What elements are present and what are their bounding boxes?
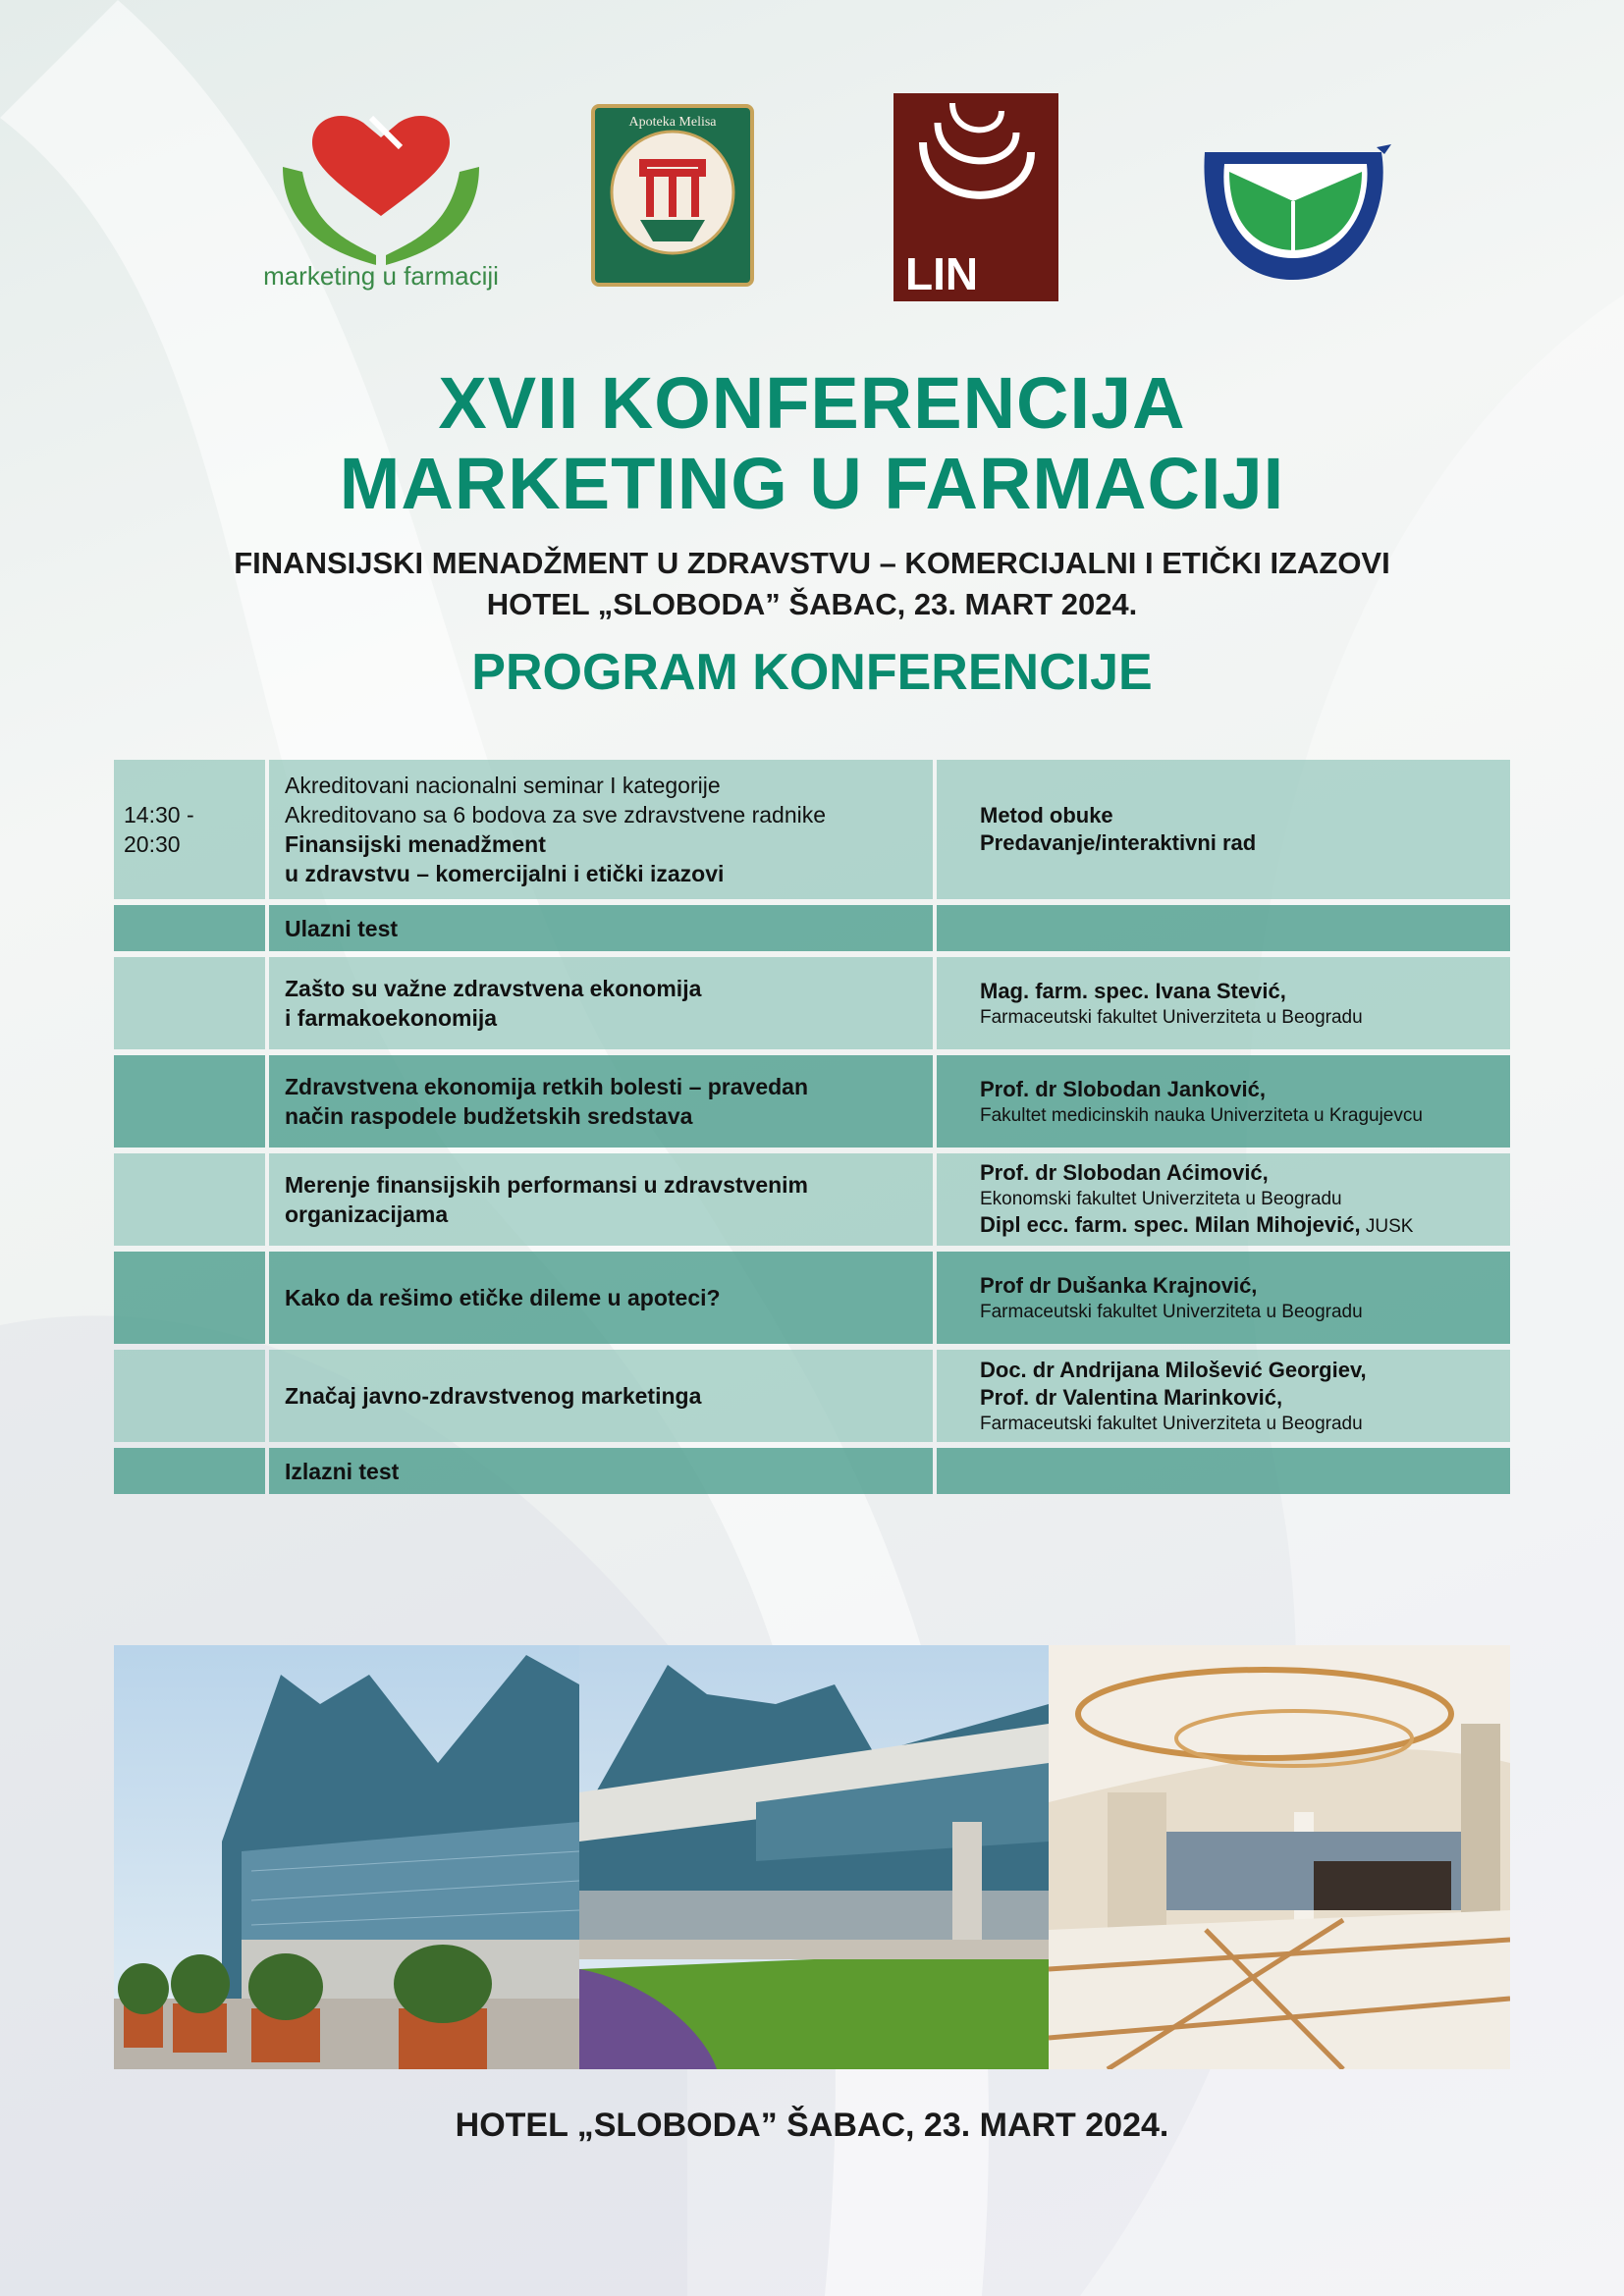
time-cell: 14:30 - 20:30 (114, 760, 265, 899)
table-row (114, 760, 1510, 899)
speaker-cell (937, 1055, 1510, 1148)
exit-test: Izlazni test (269, 1448, 933, 1494)
apoteka-melisa-logo (591, 104, 754, 287)
speaker-cell (937, 1448, 1510, 1494)
topic-cell (269, 957, 933, 1049)
method-label: Metod obuke (980, 803, 1113, 828)
marketing-caption: marketing u farmaciji (263, 261, 499, 291)
intro-line-3: Finansijski menadžment (285, 831, 546, 857)
speaker-name-2-text: Dipl ecc. farm. spec. Milan Mihojević, (980, 1211, 1361, 1237)
topic-cell (269, 1350, 933, 1442)
method-cell (937, 760, 1510, 899)
method-value: Predavanje/interaktivni rad (980, 830, 1257, 855)
table-row (114, 1350, 1510, 1442)
table-row (114, 1252, 1510, 1344)
venue-date: HOTEL „SLOBODA” ŠABAC, 23. MART 2024. (486, 587, 1138, 621)
apoteka-text: Apoteka Melisa (628, 115, 717, 130)
speaker-affiliation: Fakultet medicinskih nauka Univerziteta u Kragujevcu (980, 1104, 1423, 1126)
entry-test: Ulazni test (269, 905, 933, 951)
topic-line: Zašto su važne zdravstvena ekonomija (285, 976, 702, 1001)
hotel-lobby-photo (1049, 1645, 1510, 2069)
schedule-table (114, 760, 1510, 1500)
speaker-cell (937, 1350, 1510, 1442)
hotel-exterior-photo-2 (579, 1645, 1049, 2069)
lin-text: LIN (905, 248, 979, 299)
table-row (114, 1055, 1510, 1148)
speaker-name-2-suffix: JUSK (1360, 1215, 1414, 1237)
table-row (114, 905, 1510, 951)
hotel-exterior-photo-1 (114, 1645, 579, 2069)
program-title: PROGRAM KONFERENCIJE (471, 644, 1153, 701)
time-cell (114, 957, 265, 1049)
footer-venue-date: HOTEL „SLOBODA” ŠABAC, 23. MART 2024. (455, 2107, 1169, 2144)
intro-line-1: Akreditovani nacionalni seminar I kategorije (285, 773, 721, 798)
title-line-2: MARKETING U FARMACIJI (339, 443, 1285, 524)
topic-line: način raspodele budžetskih sredstava (285, 1103, 693, 1129)
speaker-name: Doc. dr Andrijana Milošević Georgiev, (980, 1357, 1367, 1382)
topic-cell (269, 1252, 933, 1344)
speaker-affiliation: Farmaceutski fakultet Univerziteta u Beogradu (980, 1413, 1363, 1434)
time-cell (114, 1252, 265, 1344)
speaker-name: Prof. dr Slobodan Janković, (980, 1076, 1266, 1101)
topic-line: organizacijama (285, 1201, 449, 1227)
topic-cell (269, 1055, 933, 1148)
speaker-cell (937, 957, 1510, 1049)
lin-logo (893, 93, 1058, 301)
table-row (114, 1153, 1510, 1246)
association-logo (1200, 142, 1396, 290)
speaker-cell (937, 1153, 1510, 1246)
logo-row (0, 0, 1624, 324)
speaker-name: Mag. farm. spec. Ivana Stević, (980, 978, 1286, 1003)
topic-line: Kako da rešimo etičke dileme u apoteci? (285, 1285, 721, 1310)
topic-line: Merenje finansijskih performansi u zdravstvenim (285, 1172, 808, 1198)
time-cell (114, 905, 265, 951)
speaker-name: Prof. dr Slobodan Aćimović, (980, 1159, 1269, 1185)
topic-line: i farmakoekonomija (285, 1005, 498, 1031)
speaker-name: Prof dr Dušanka Krajnović, (980, 1272, 1258, 1298)
time-cell (114, 1055, 265, 1148)
intro-line-4: u zdravstvu – komercijalni i etički izazovi (285, 861, 725, 886)
subtitle: FINANSIJSKI MENADŽMENT U ZDRAVSTVU – KOMERCIJALNI I ETIČKI IZAZOVI (234, 546, 1390, 580)
title-line-1: XVII KONFERENCIJA (438, 362, 1186, 444)
speaker-cell (937, 905, 1510, 951)
speaker-affiliation: Farmaceutski fakultet Univerziteta u Beogradu (980, 1301, 1363, 1322)
speaker-affiliation: Ekonomski fakultet Univerziteta u Beogradu (980, 1188, 1342, 1209)
speaker-name-2 (980, 1211, 1494, 1241)
table-row (114, 1448, 1510, 1494)
topic-line: Zdravstvena ekonomija retkih bolesti – pravedan (285, 1074, 809, 1099)
speaker-affiliation: Farmaceutski fakultet Univerziteta u Beogradu (980, 1006, 1363, 1028)
topic-line: Značaj javno-zdravstvenog marketinga (285, 1383, 702, 1409)
time-cell (114, 1350, 265, 1442)
time-cell (114, 1153, 265, 1246)
hotel-photos (114, 1645, 1510, 2069)
speaker-name-2: Prof. dr Valentina Marinković, (980, 1384, 1283, 1410)
time-cell (114, 1448, 265, 1494)
speaker-cell (937, 1252, 1510, 1344)
table-row (114, 957, 1510, 1049)
marketing-u-farmaciji-logo (244, 98, 518, 294)
intro-line-2: Akreditovano sa 6 bodova za sve zdravstvene radnike (285, 802, 827, 828)
topic-cell (269, 1153, 933, 1246)
intro-cell (269, 760, 933, 899)
